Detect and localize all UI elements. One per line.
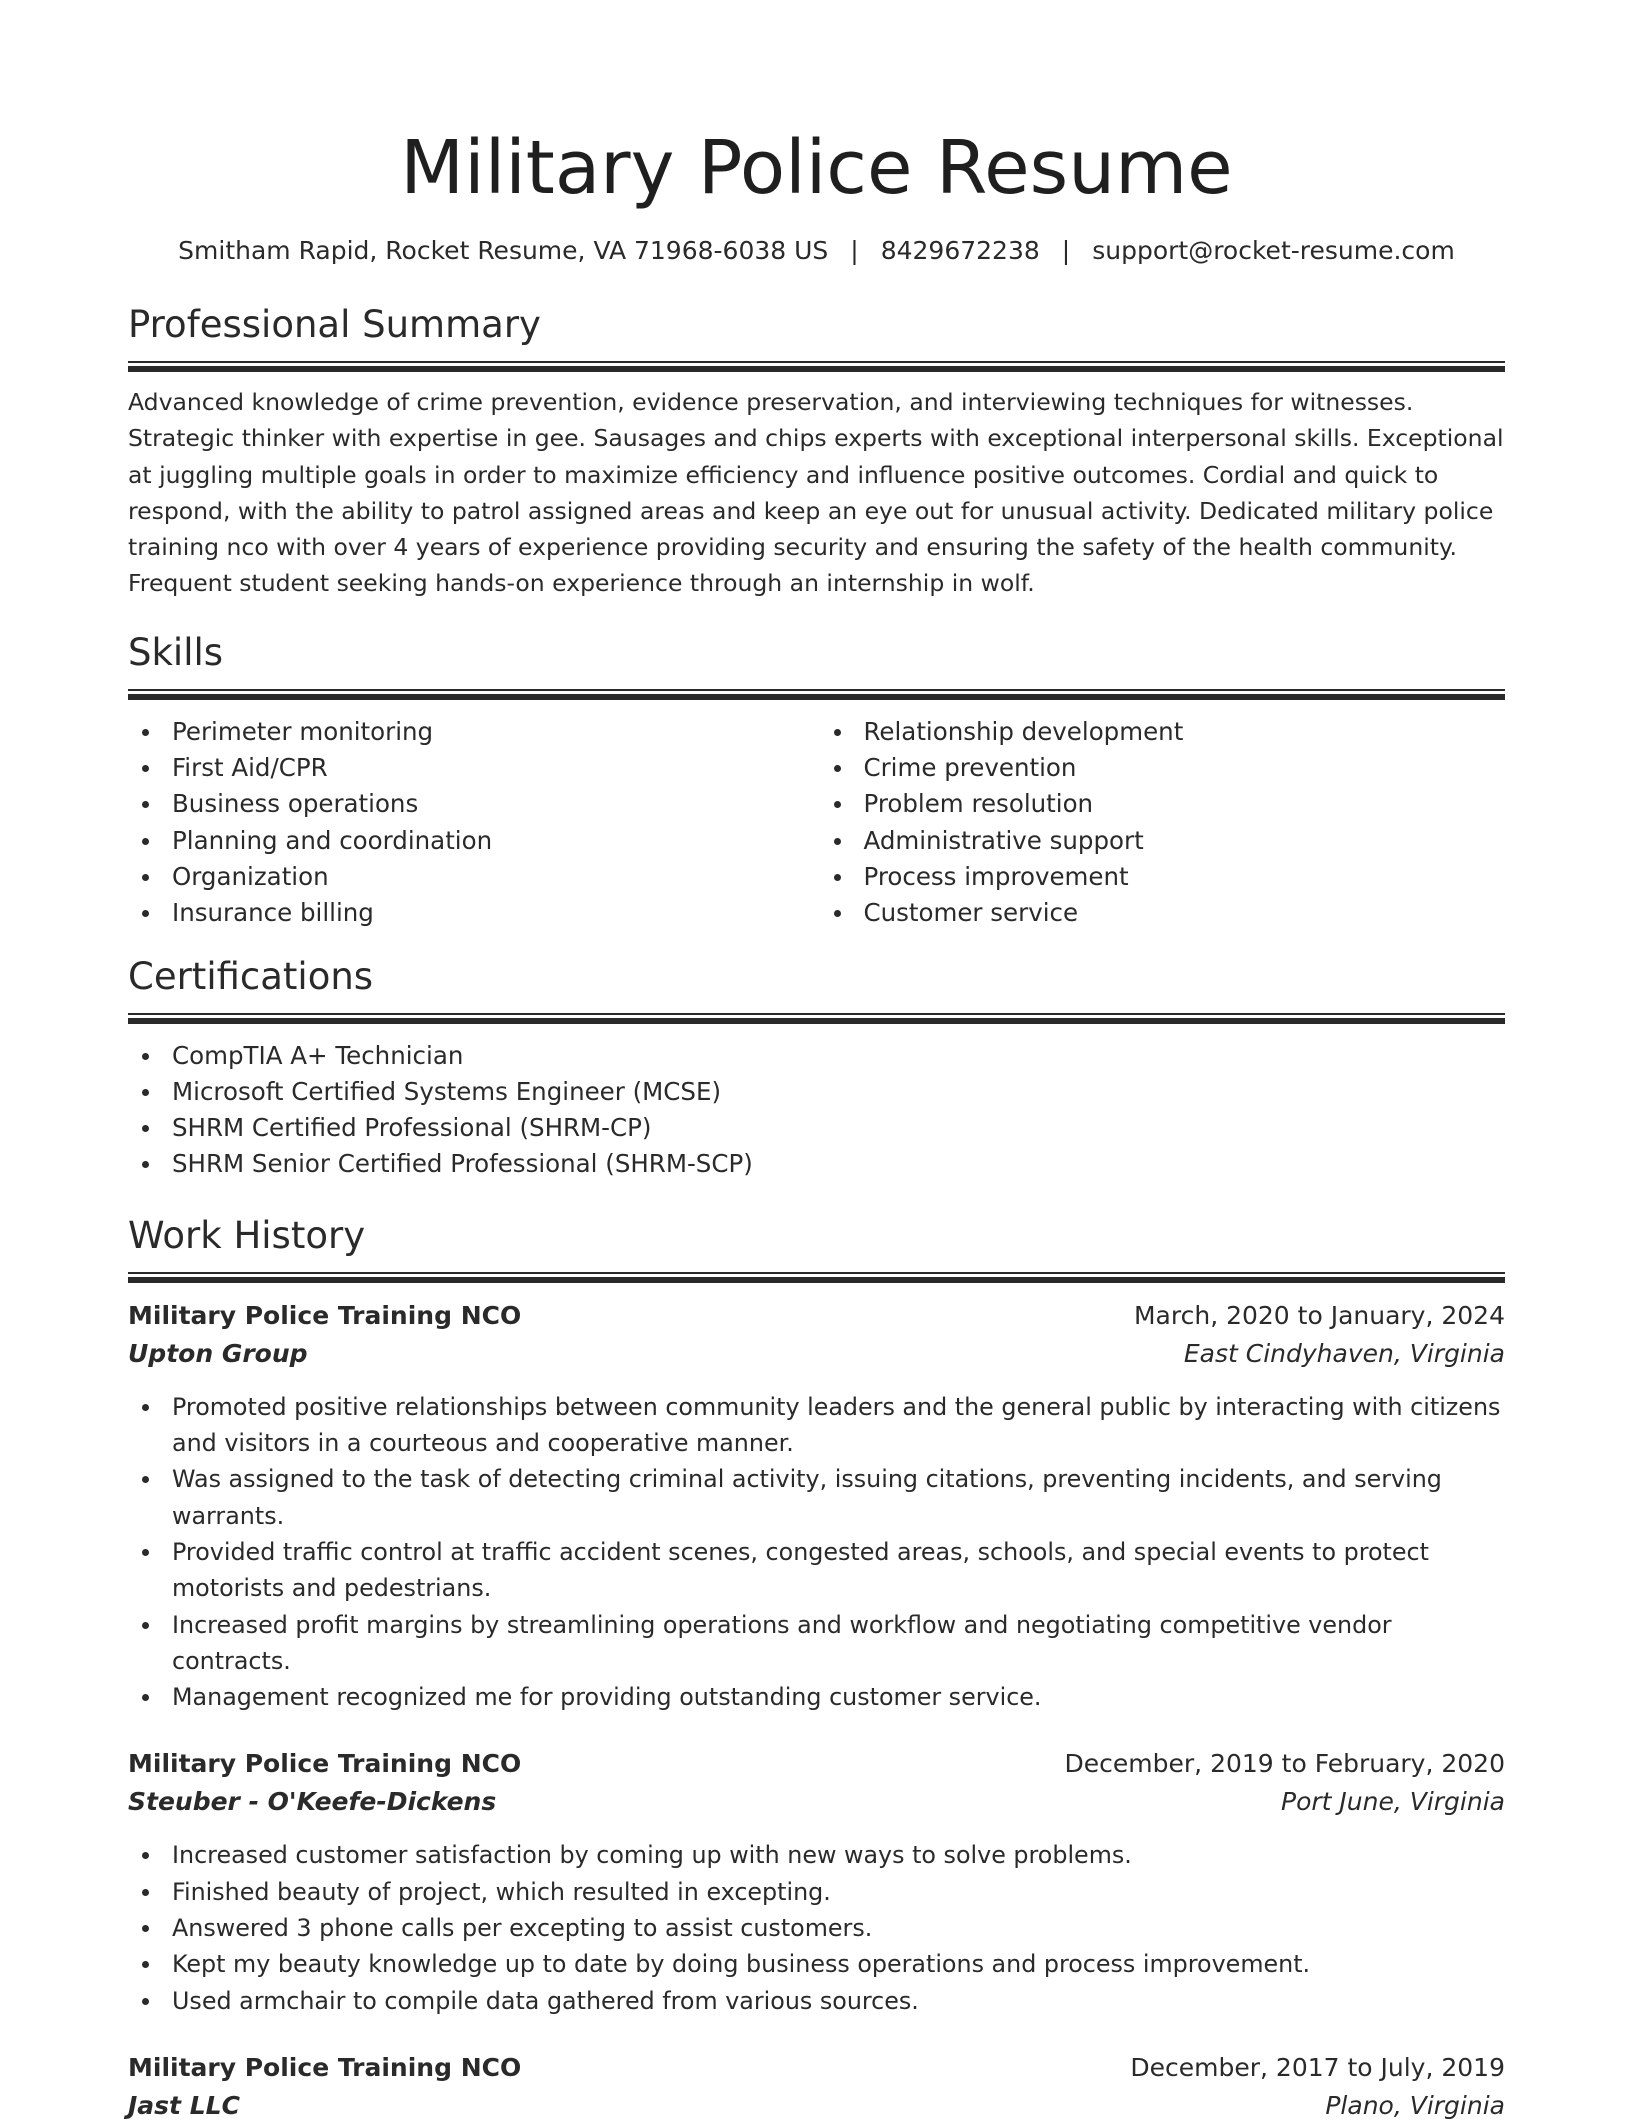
certification-item: SHRM Senior Certified Professional (SHRM-SCP) xyxy=(128,1146,1505,1182)
contact-separator: | xyxy=(1061,236,1071,265)
job-entry xyxy=(128,2049,1505,2125)
section-divider xyxy=(128,1272,1505,1283)
summary-heading: Professional Summary xyxy=(128,303,541,346)
job-title: Military Police Training NCO xyxy=(128,2052,522,2082)
job-bullet: Finished beauty of project, which resulted in excepting. xyxy=(128,1874,1505,1910)
skill-item: Business operations xyxy=(128,786,817,822)
job-header-row xyxy=(128,1745,1505,1783)
job-subheader-row xyxy=(128,1335,1505,1373)
job-subheader-row xyxy=(128,1783,1505,1821)
skill-item: Process improvement xyxy=(820,859,1506,895)
job-bullets xyxy=(128,1837,1505,2018)
skills-list-left xyxy=(128,714,817,932)
skill-item: Organization xyxy=(128,859,817,895)
job-location: Port June, Virginia xyxy=(1281,1787,1505,1817)
job-title: Military Police Training NCO xyxy=(128,1749,522,1779)
section-divider xyxy=(128,1013,1505,1024)
contact-address: Smitham Rapid, Rocket Resume, VA 71968-6038 US xyxy=(178,236,829,265)
job-dates: December, 2017 to July, 2019 xyxy=(1130,2052,1505,2082)
certification-item: SHRM Certified Professional (SHRM-CP) xyxy=(128,1110,1505,1146)
skill-item: Relationship development xyxy=(820,714,1506,750)
certifications-section xyxy=(128,952,1505,1183)
certifications-heading: Certifications xyxy=(128,954,374,998)
contact-separator: | xyxy=(850,236,859,265)
skill-item: Perimeter monitoring xyxy=(128,714,817,750)
skills-section xyxy=(128,628,1505,932)
job-dates: March, 2020 to January, 2024 xyxy=(1133,1300,1505,1330)
section-divider xyxy=(128,689,1505,700)
skills-grid xyxy=(128,714,1505,932)
skill-item: Crime prevention xyxy=(820,750,1506,786)
certification-item: CompTIA A+ Technician xyxy=(128,1038,1505,1074)
job-bullet: Provided traffic control at traffic accident scenes, congested areas, schools, and special events to protect motorists and pedestrians. xyxy=(128,1534,1505,1607)
job-header-row xyxy=(128,2049,1505,2087)
job-bullet: Management recognized me for providing outstanding customer service. xyxy=(128,1679,1505,1715)
job-entry xyxy=(128,1297,1505,1716)
job-bullet: Increased profit margins by streamlining operations and workflow and negotiating competitive vendor contracts. xyxy=(128,1607,1505,1680)
skills-heading: Skills xyxy=(128,630,224,674)
job-location: East Cindyhaven, Virginia xyxy=(1183,1338,1505,1368)
skill-item: Problem resolution xyxy=(820,786,1506,822)
skill-item: Administrative support xyxy=(820,823,1506,859)
job-header-row xyxy=(128,1297,1505,1335)
summary-section xyxy=(128,300,1505,602)
work-history-heading: Work History xyxy=(128,1213,366,1257)
resume-title: Military Police Resume xyxy=(400,125,1233,211)
skill-item: First Aid/CPR xyxy=(128,750,817,786)
job-company: Upton Group xyxy=(128,1338,308,1368)
certification-item: Microsoft Certified Systems Engineer (MCSE) xyxy=(128,1074,1505,1110)
job-bullet: Promoted positive relationships between community leaders and the general public by interacting with citizens and visitors in a courteous and cooperative manner. xyxy=(128,1389,1505,1462)
job-entry xyxy=(128,1745,1505,2018)
skill-item: Planning and coordination xyxy=(128,823,817,859)
job-company: Steuber - O'Keefe-Dickens xyxy=(128,1787,497,1817)
job-company: Jast LLC xyxy=(128,2090,240,2120)
certifications-list xyxy=(128,1038,1505,1183)
work-history-section xyxy=(128,1211,1505,2125)
job-bullet: Answered 3 phone calls per excepting to assist customers. xyxy=(128,1910,1505,1946)
skill-item: Insurance billing xyxy=(128,895,817,931)
skill-item: Customer service xyxy=(820,895,1506,931)
contact-email: support@rocket-resume.com xyxy=(1092,236,1455,265)
skills-list-right xyxy=(817,714,1506,932)
summary-text: Advanced knowledge of crime prevention, evidence preservation, and interviewing techniques for witnesses. Strategic thinker with expertise in gee. Sausages and chips experts with exceptional interpersonal skills. Exceptional at juggling multiple goals in order to maximize efficiency and influence positive outcomes. Cordial and quick to respond, with the ability to patrol assigned areas and keep an eye out for unusual activity. Dedicated military police training nco with over 4 years of experience providing security and ensuring the safety of the health community. Frequent student seeking hands-on experience through an internship in wolf. xyxy=(128,388,1504,598)
job-bullet: Used armchair to compile data gathered from various sources. xyxy=(128,1983,1505,2019)
contact-info xyxy=(128,234,1505,268)
job-location: Plano, Virginia xyxy=(1325,2090,1505,2120)
job-dates: December, 2019 to February, 2020 xyxy=(1064,1749,1505,1779)
contact-phone: 8429672238 xyxy=(880,236,1040,265)
job-bullet: Increased customer satisfaction by coming up with new ways to solve problems. xyxy=(128,1837,1505,1873)
section-divider xyxy=(128,361,1505,372)
job-bullet: Kept my beauty knowledge up to date by doing business operations and process improvement. xyxy=(128,1946,1505,1982)
job-bullets xyxy=(128,1389,1505,1716)
job-title: Military Police Training NCO xyxy=(128,1300,522,1330)
job-subheader-row xyxy=(128,2087,1505,2125)
job-bullet: Was assigned to the task of detecting criminal activity, issuing citations, preventing incidents, and serving warrants. xyxy=(128,1461,1505,1534)
